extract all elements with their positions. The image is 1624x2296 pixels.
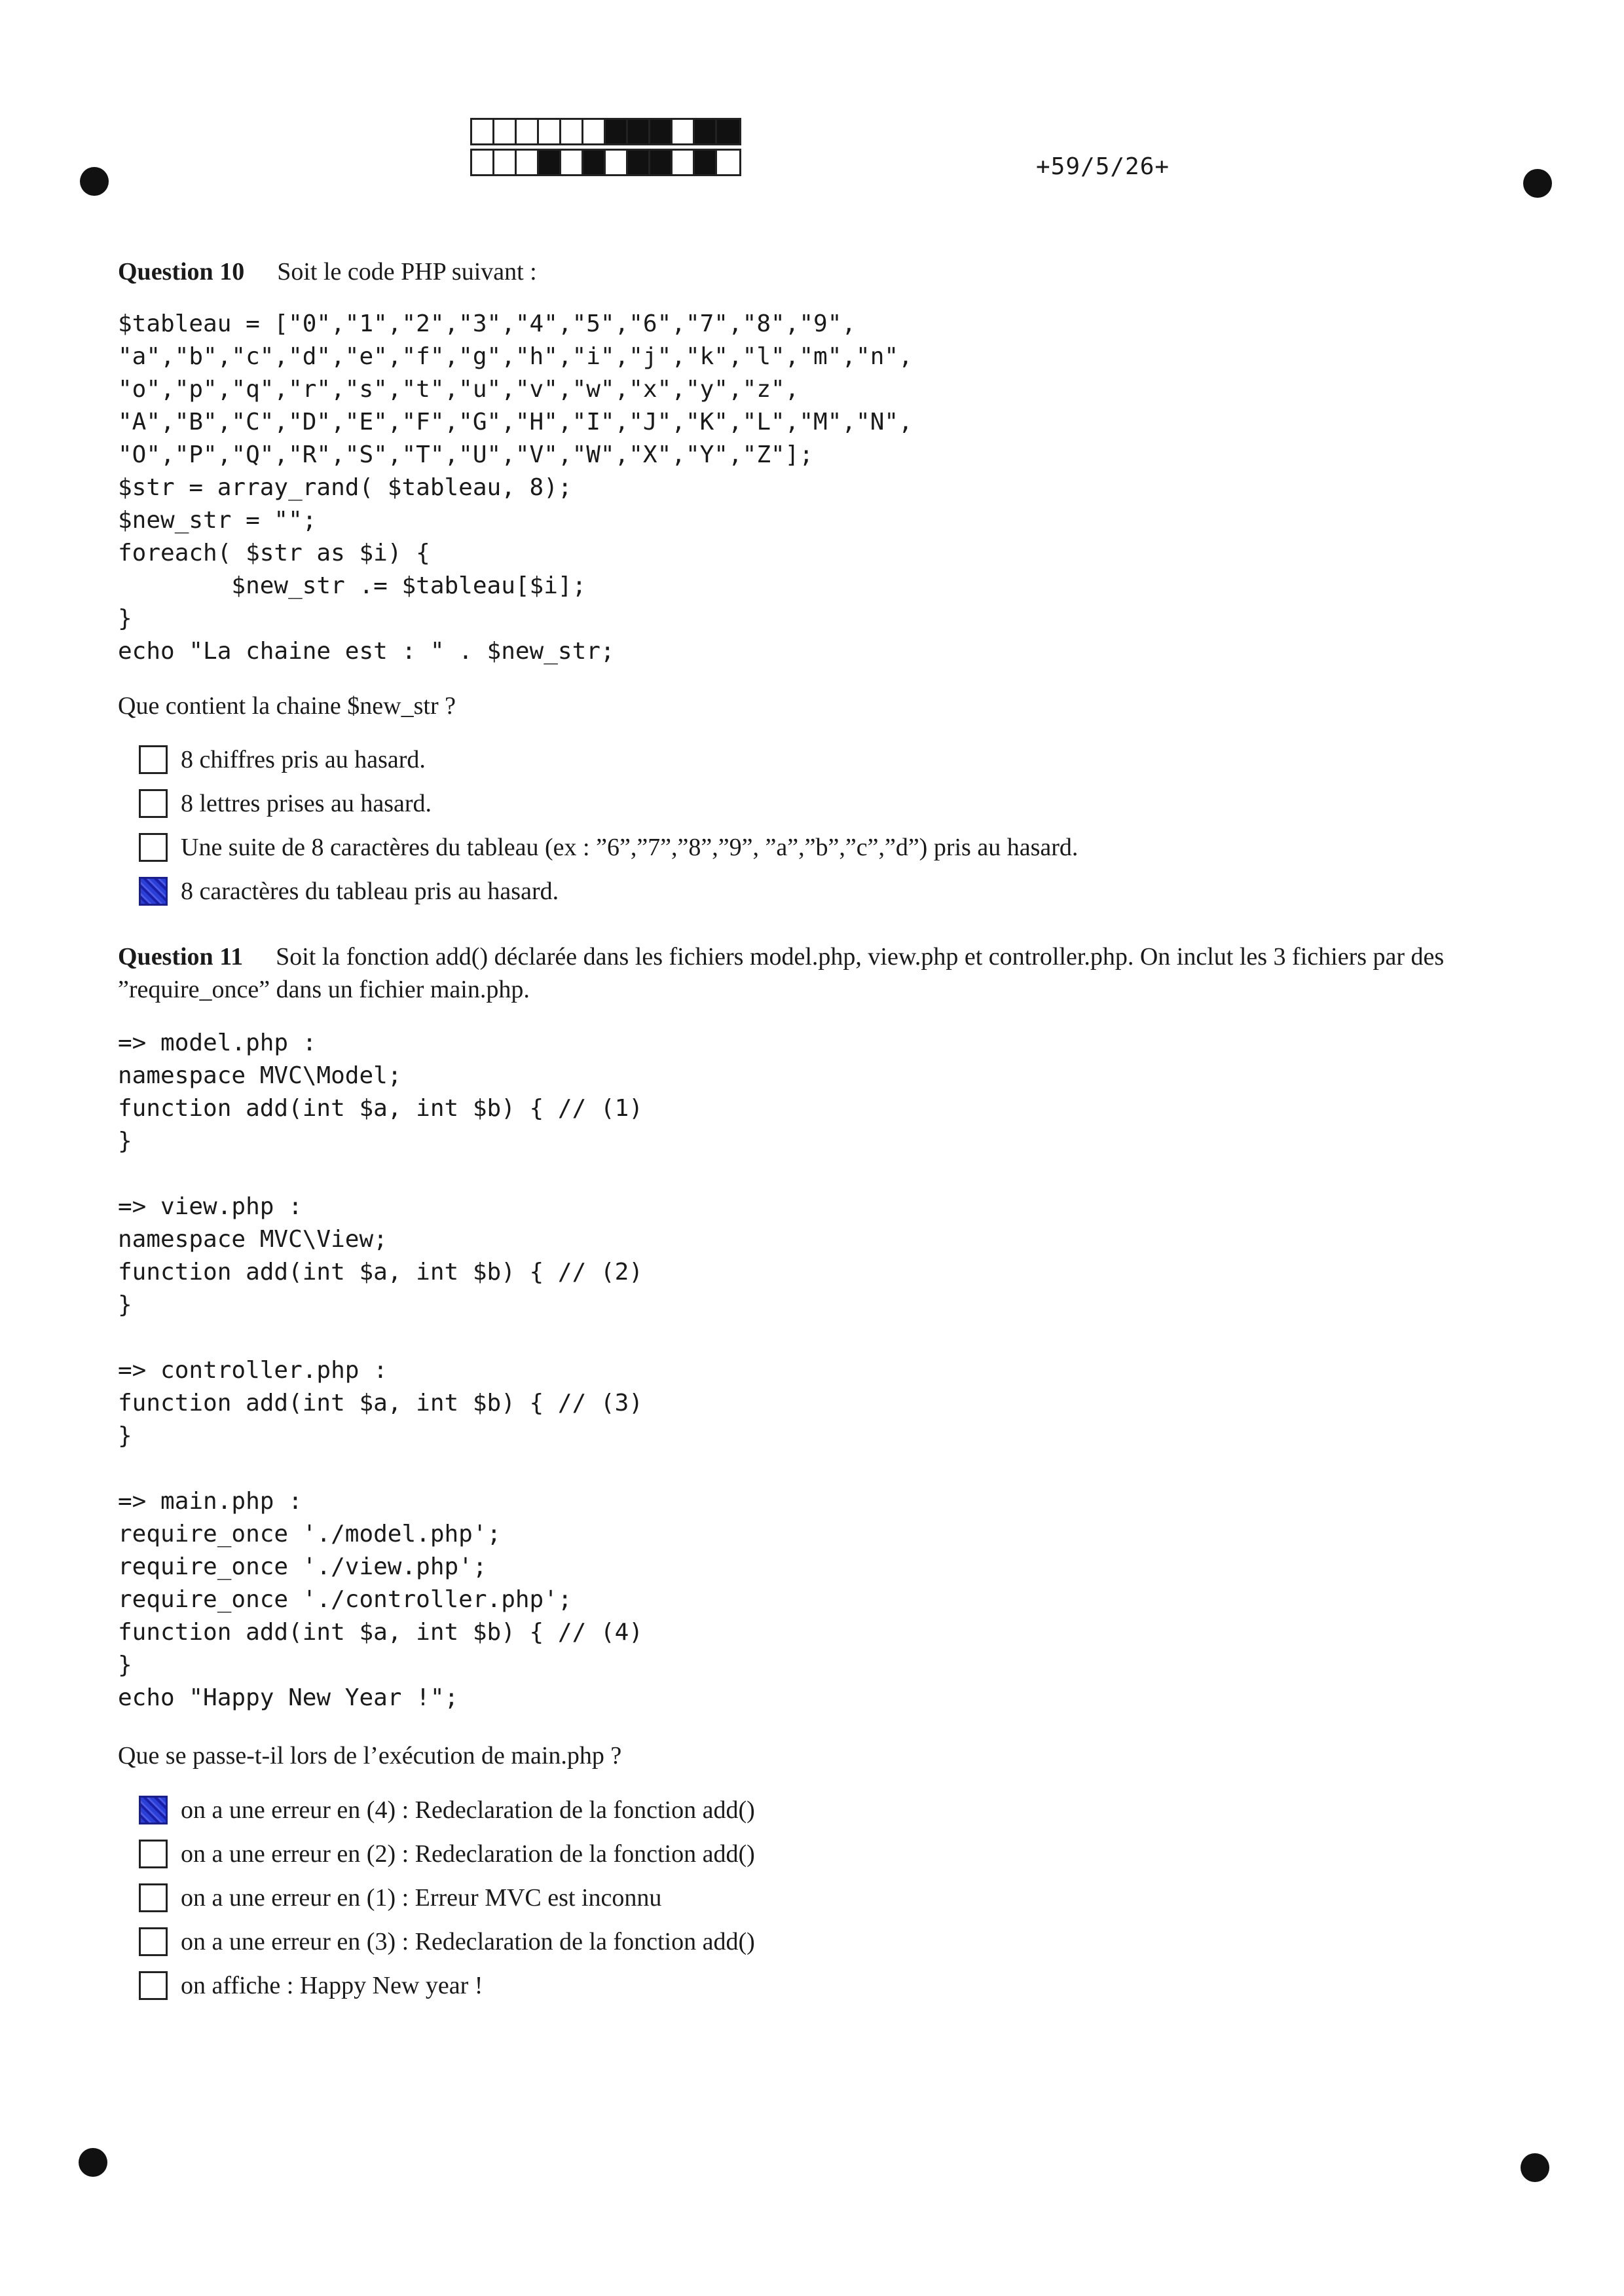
- barcode-cell: [561, 120, 583, 143]
- barcode-cell: [472, 151, 494, 174]
- barcode-cell: [628, 151, 650, 174]
- barcode-cell: [517, 120, 539, 143]
- question-10-options: [139, 737, 1078, 913]
- barcode-cell: [650, 120, 673, 143]
- barcode-cell: [583, 151, 606, 174]
- answer-option-label: on a une erreur en (2) : Redeclaration de la fonction add(): [181, 1840, 755, 1868]
- answer-checkbox[interactable]: [139, 745, 168, 774]
- barcode-cell: [494, 120, 517, 143]
- question-number: Question 11: [118, 943, 244, 971]
- answer-option-label: 8 chiffres pris au hasard.: [181, 745, 426, 773]
- answer-checkbox[interactable]: [139, 833, 168, 862]
- question-10-heading: [118, 255, 1519, 288]
- barcode-cell: [717, 120, 739, 143]
- barcode-cell: [494, 151, 517, 174]
- answer-option-label: on a une erreur en (1) : Erreur MVC est inconnu: [181, 1883, 662, 1912]
- answer-option[interactable]: [139, 1963, 755, 2007]
- barcode-cell: [673, 120, 695, 143]
- question-11-prompt: Que se passe-t-il lors de l’exécution de main.php ?: [118, 1742, 622, 1769]
- answer-option[interactable]: [139, 737, 1078, 781]
- answer-checkbox[interactable]: [139, 1927, 168, 1956]
- corner-mark-bottom-right: [1521, 2153, 1549, 2182]
- barcode-cell: [606, 120, 628, 143]
- barcode-cell: [561, 151, 583, 174]
- question-11-heading: [118, 940, 1519, 1006]
- barcode-cell: [695, 120, 717, 143]
- answer-option[interactable]: [139, 1876, 755, 1919]
- answer-checkbox-checked[interactable]: [139, 1796, 168, 1824]
- barcode-cell: [673, 151, 695, 174]
- page-barcode-row-2: [470, 149, 741, 176]
- answer-option[interactable]: [139, 1788, 755, 1832]
- answer-option-label: 8 lettres prises au hasard.: [181, 789, 432, 817]
- answer-checkbox[interactable]: [139, 1883, 168, 1912]
- answer-checkbox[interactable]: [139, 1971, 168, 2000]
- barcode-cell: [606, 151, 628, 174]
- barcode-cell: [628, 120, 650, 143]
- question-number: Question 10: [118, 258, 245, 286]
- answer-option[interactable]: [139, 781, 1078, 825]
- answer-checkbox[interactable]: [139, 789, 168, 818]
- barcode-cell: [472, 120, 494, 143]
- answer-checkbox-checked[interactable]: [139, 877, 168, 906]
- answer-option[interactable]: [139, 1919, 755, 1963]
- page-barcode-row-1: [470, 118, 741, 145]
- answer-option[interactable]: [139, 825, 1078, 869]
- barcode-cell: [517, 151, 539, 174]
- corner-mark-top-left: [80, 167, 109, 196]
- barcode-cell: [650, 151, 673, 174]
- answer-option-label: on a une erreur en (4) : Redeclaration de la fonction add(): [181, 1796, 755, 1824]
- answer-option-label: on a une erreur en (3) : Redeclaration de la fonction add(): [181, 1927, 755, 1955]
- barcode-cell: [717, 151, 739, 174]
- answer-option[interactable]: [139, 1832, 755, 1876]
- question-text: Soit le code PHP suivant :: [277, 258, 537, 286]
- barcode-cell: [695, 151, 717, 174]
- barcode-cell: [539, 120, 561, 143]
- answer-option[interactable]: [139, 869, 1078, 913]
- answer-checkbox[interactable]: [139, 1840, 168, 1868]
- answer-option-label: on affiche : Happy New year !: [181, 1971, 483, 1999]
- answer-option-label: Une suite de 8 caractères du tableau (ex : ”6”,”7”,”8”,”9”, ”a”,”b”,”c”,”d”) pris au hasard.: [181, 833, 1079, 861]
- answer-option-label: 8 caractères du tableau pris au hasard.: [181, 877, 559, 905]
- barcode-cell: [539, 151, 561, 174]
- corner-mark-bottom-left: [79, 2148, 107, 2177]
- question-10-prompt: Que contient la chaine $new_str ?: [118, 692, 456, 720]
- question-11-options: [139, 1788, 755, 2007]
- page-identifier: +59/5/26+: [1036, 153, 1170, 180]
- barcode-cell: [583, 120, 606, 143]
- corner-mark-top-right: [1523, 169, 1552, 198]
- question-10-code: $tableau = ["0","1","2","3","4","5","6","7","8","9", "a","b","c","d","e","f","g","h","i","j","k","l","m","n", "o","p","q","r","s","t","u","v","w","x","y","z", "A","B","C","D","E","F","G","H","I","J","K","L","M","N", "O","P","Q","R","S","T","U","V","W","X","Y","Z"]; $str = array_rand( $tableau, 8); $new_str = ""; foreach( $str as $i) { $new_str .= $tableau[$i]; } echo "La chaine est : " . $new_str;: [118, 310, 913, 665]
- question-11-code: => model.php : namespace MVC\Model; function add(int $a, int $b) { // (1) } => view.php : namespace MVC\View; function add(int $a, int $b) { // (2) } => controller.php : function add(int $a, int $b) { // (3) } => main.php : require_once './model.php'; require_once './view.php'; require_once './controller.php'; function add(int $a, int $b) { // (4) } echo "Happy New Year !";: [118, 1029, 643, 1711]
- question-text: Soit la fonction add() déclarée dans les fichiers model.php, view.php et controller.php. On inclut les 3 fichiers par des ”require_once” dans un fichier main.php.: [118, 943, 1445, 1003]
